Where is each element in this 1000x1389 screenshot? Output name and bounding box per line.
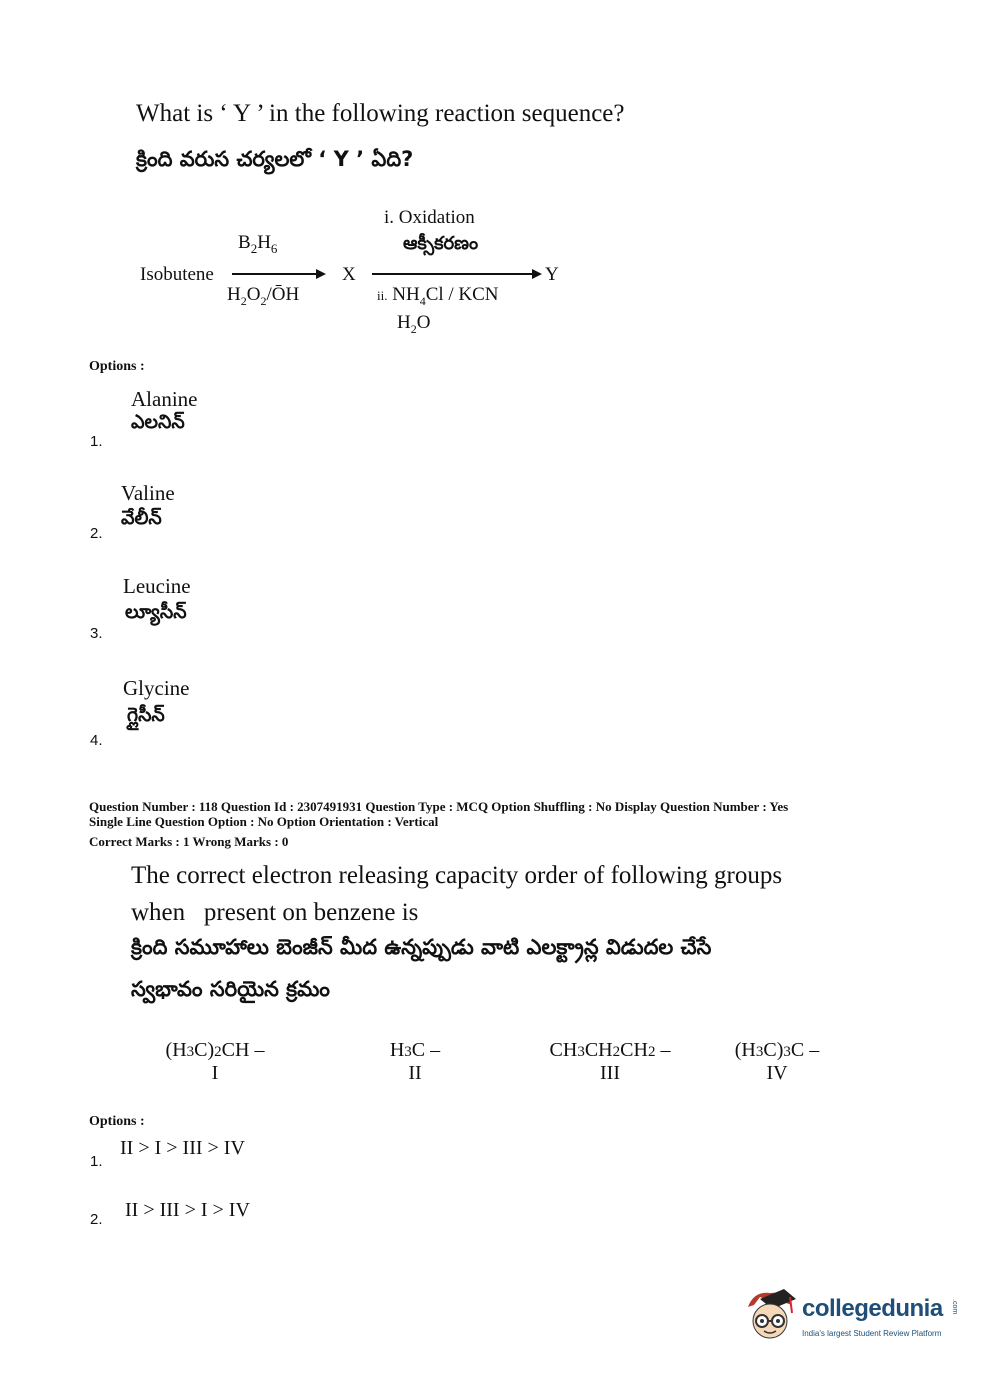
brand-tagline: India's largest Student Review Platform bbox=[802, 1329, 942, 1338]
group-i-label: I bbox=[211, 1062, 219, 1084]
group-iv bbox=[697, 1039, 857, 1085]
product-y: Y bbox=[545, 264, 559, 285]
question-title-en: What is ‘ Y ’ in the following reaction sequence? bbox=[136, 100, 625, 127]
question-118-title-te-2: స్వభావం సరియైన క్రమం bbox=[131, 977, 330, 1001]
reagent-b2h6: $B_2H_6$ bbox=[238, 232, 278, 256]
reactant-isobutene: Isobutene bbox=[140, 264, 214, 285]
reaction-arrow-1 bbox=[232, 273, 317, 275]
reagent-oxidation: i. Oxidation bbox=[384, 207, 475, 228]
option-2-te: వేలీన్ bbox=[121, 507, 162, 529]
option-2-number: 2. bbox=[90, 525, 103, 542]
option-1-number: 1. bbox=[90, 433, 103, 450]
mascot-icon bbox=[740, 1285, 800, 1345]
question-title-te: క్రింది వరుస చర్యలలో ‘ Y ’ ఏది? bbox=[136, 147, 414, 171]
options-label-118: Options : bbox=[89, 1114, 145, 1129]
group-i-formula: (H3C)2CH – bbox=[165, 1039, 265, 1061]
option-2-en: Valine bbox=[121, 481, 175, 505]
option-1-en: Alanine bbox=[131, 387, 198, 411]
reaction-arrow-1-head bbox=[316, 269, 326, 279]
question-meta-line2: Single Line Question Option : No Option Orientation : Vertical bbox=[89, 814, 439, 829]
brand-name: collegedunia bbox=[802, 1295, 943, 1322]
question-118-title-en-1: The correct electron releasing capacity order of following groups bbox=[131, 862, 783, 889]
group-iv-formula: (H3C)3C – bbox=[734, 1039, 820, 1061]
question-118-title-en-2: when present on benzene is bbox=[131, 899, 419, 926]
group-iii-formula: CH3CH2CH2 – bbox=[549, 1039, 671, 1061]
group-iv-label: IV bbox=[766, 1062, 788, 1084]
option-4-en: Glycine bbox=[123, 676, 190, 700]
group-ii-label: II bbox=[408, 1062, 422, 1084]
group-iii-label: III bbox=[600, 1062, 620, 1084]
group-ii-formula: H3C – bbox=[389, 1039, 441, 1061]
option-118-2-number: 2. bbox=[90, 1211, 103, 1228]
option-3-en: Leucine bbox=[123, 574, 191, 598]
option-4-te: గ్లైసీన్ bbox=[127, 704, 165, 726]
question-meta-line3: Correct Marks : 1 Wrong Marks : 0 bbox=[89, 834, 289, 849]
question-118-title-te-1: క్రింది సమూహాలు బెంజీన్ మీద ఉన్నప్పుడు వాటి ఎలక్ట్రాన్ల విడుదల చేసే bbox=[131, 935, 712, 959]
group-i bbox=[135, 1039, 295, 1085]
options-label: Options : bbox=[89, 359, 145, 374]
option-3-number: 3. bbox=[90, 625, 103, 642]
intermediate-x: X bbox=[342, 264, 356, 285]
question-meta-line1: Question Number : 118 Question Id : 2307491931 Question Type : MCQ Option Shuffling : No Display Question Number : Yes bbox=[89, 799, 789, 814]
reaction-arrow-2 bbox=[372, 273, 534, 275]
reagent-h2o2-oh: $H_2O_2/ŌH$ bbox=[227, 284, 300, 308]
option-4-number: 4. bbox=[90, 732, 103, 749]
reagent-nh4cl-kcn: ii. $NH_4Cl$ / KCN bbox=[377, 284, 499, 308]
group-iii bbox=[530, 1039, 690, 1085]
reagent-oxidation-te: ఆక్సీకరణం bbox=[403, 233, 479, 254]
reaction-arrow-2-head bbox=[532, 269, 542, 279]
option-118-2-text: II > III > I > IV bbox=[125, 1199, 250, 1221]
option-118-1-text: II > I > III > IV bbox=[120, 1137, 245, 1159]
brand-suffix: .com bbox=[951, 1299, 958, 1315]
reagent-water: $H_2O$ bbox=[397, 312, 431, 336]
option-118-1-number: 1. bbox=[90, 1153, 103, 1170]
option-1-te: ఎలనిన్ bbox=[131, 411, 185, 433]
option-3-te: ల్యూసీన్ bbox=[125, 601, 187, 623]
collegedunia-logo[interactable] bbox=[740, 1285, 970, 1355]
group-ii bbox=[335, 1039, 495, 1085]
